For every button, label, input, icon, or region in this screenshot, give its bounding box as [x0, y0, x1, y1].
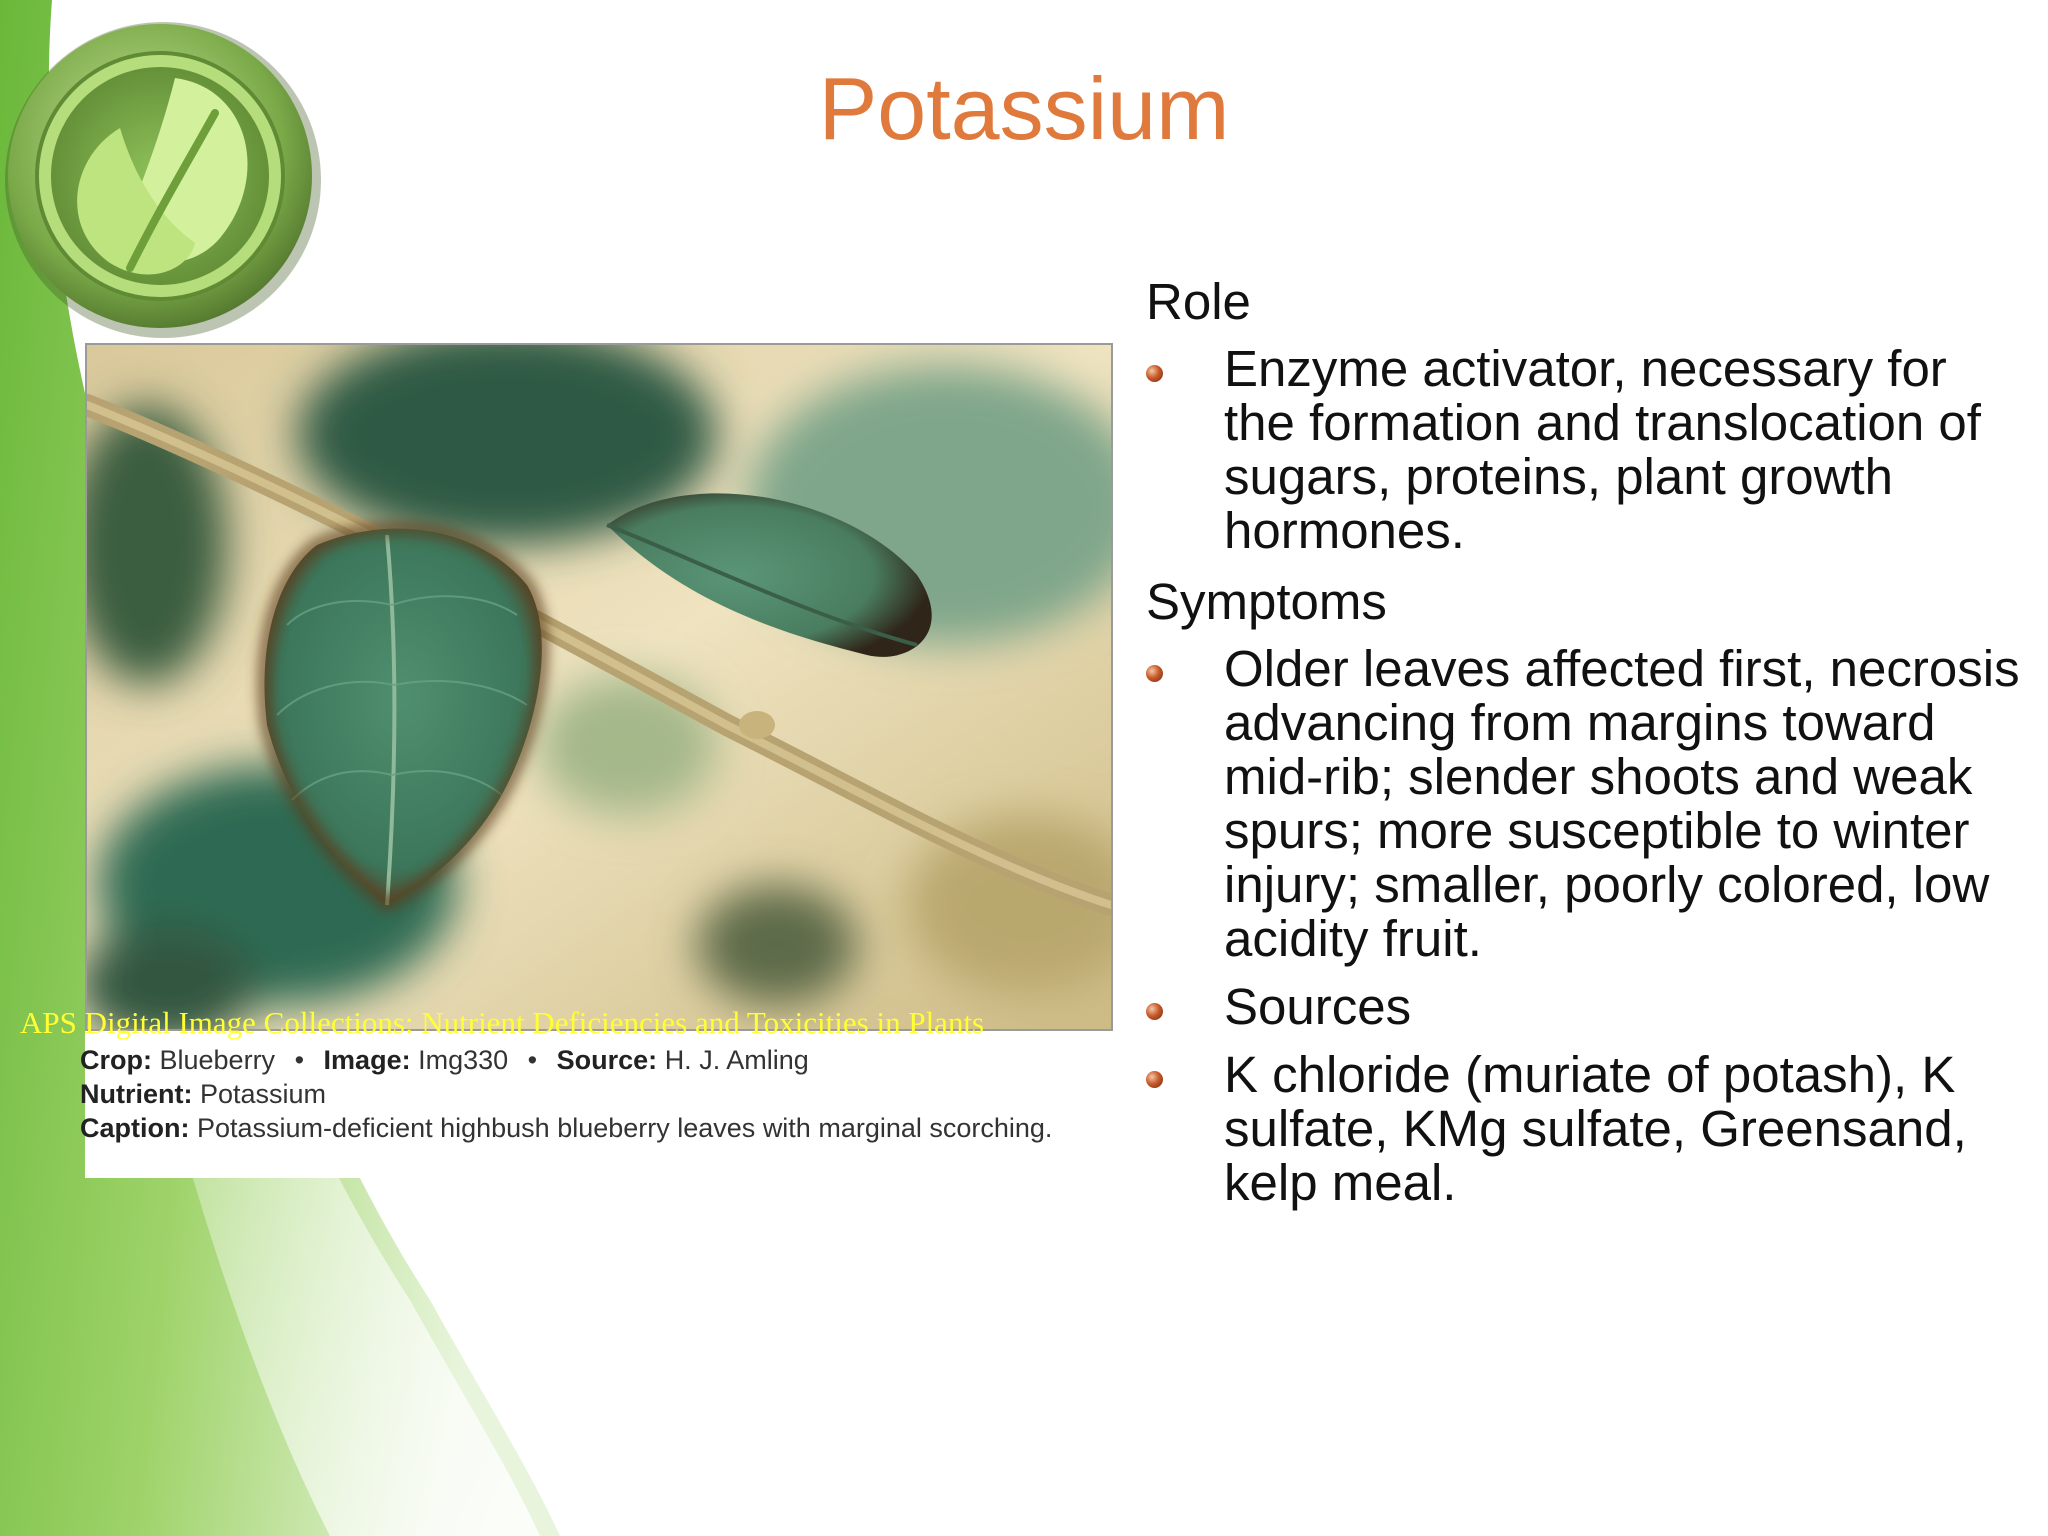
bullet-sphere-icon — [1146, 365, 1163, 382]
figure-meta-row-3 — [80, 1111, 1110, 1145]
bullet-text: Older leaves affected first, necrosis advancing from margins toward mid-rib; slender shoots and weak spurs; more susceptible to winter injury; smaller, poorly colored, low acidity fruit. — [1224, 640, 2020, 967]
image-value: Img330 — [418, 1045, 509, 1075]
source-value: H. J. Amling — [664, 1045, 809, 1075]
bullet-item — [1146, 642, 2026, 966]
nutrient-value: Potassium — [200, 1079, 327, 1109]
bullet-sphere-icon — [1146, 1003, 1163, 1020]
bullet-sphere-icon — [1146, 665, 1163, 682]
figure-metadata — [80, 1043, 1110, 1145]
separator: • — [294, 1045, 305, 1075]
bullet-text: Enzyme activator, necessary for the formation and translocation of sugars, proteins, plant growth hormones. — [1224, 340, 1981, 559]
bullet-item — [1146, 342, 2026, 558]
slide-title: Potassium — [818, 59, 1230, 158]
content-column — [1146, 272, 2026, 1224]
crop-value: Blueberry — [159, 1045, 276, 1075]
bullet-text: Sources — [1224, 978, 1412, 1035]
bullet-sphere-icon — [1146, 1071, 1163, 1088]
caption-label: Caption: — [80, 1113, 190, 1143]
figure-meta-row-1 — [80, 1043, 1110, 1077]
separator: • — [527, 1045, 538, 1075]
figure-panel — [80, 343, 1113, 1178]
caption-value: Potassium-deficient highbush blueberry leaves with marginal scorching. — [197, 1113, 1053, 1143]
bullet-item — [1146, 1048, 2026, 1210]
blueberry-leaf-photo — [85, 343, 1113, 1031]
figure-meta-row-2 — [80, 1077, 1110, 1111]
bullet-item — [1146, 980, 2026, 1034]
image-watermark: APS Digital Image Collections: Nutrient Deficiencies and Toxicities in Plants — [20, 1005, 985, 1040]
source-label: Source: — [556, 1045, 658, 1075]
image-label: Image: — [323, 1045, 411, 1075]
symptoms-heading: Symptoms — [1146, 573, 1387, 630]
bullet-text: K chloride (muriate of potash), K sulfate, KMg sulfate, Greensand, kelp meal. — [1224, 1046, 1967, 1211]
role-heading: Role — [1146, 273, 1251, 330]
crop-label: Crop: — [80, 1045, 152, 1075]
nutrient-label: Nutrient: — [80, 1079, 193, 1109]
